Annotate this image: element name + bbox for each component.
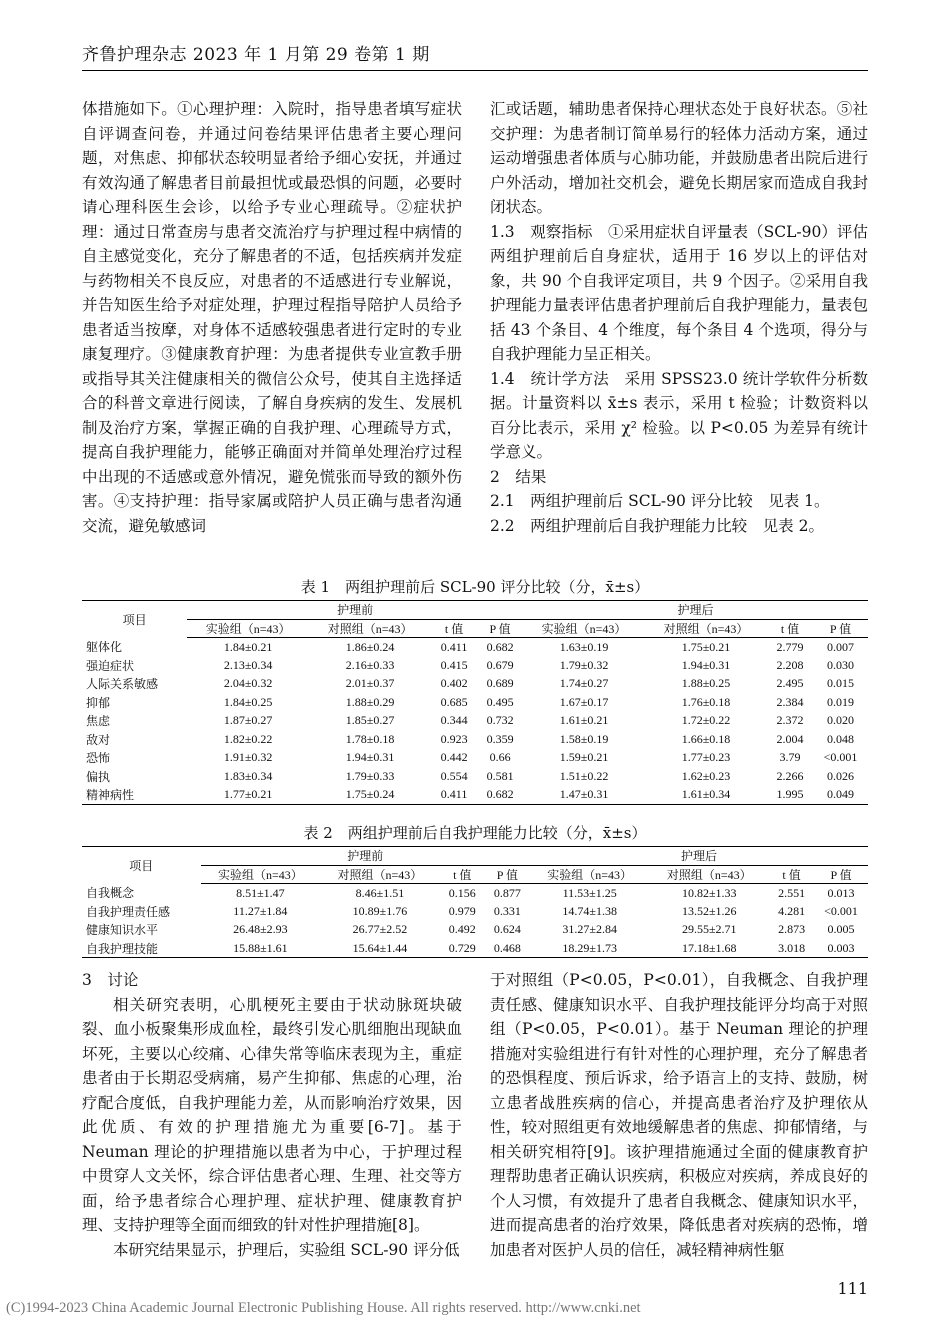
table-cell: 4.281: [778, 903, 806, 918]
table-cell: 17.18±1.68: [649, 939, 769, 958]
table1-col-header: 对照组（n=43）: [645, 619, 767, 638]
table-cell: 1.62±0.23: [681, 768, 731, 783]
table-cell: 1.79±0.32: [559, 657, 609, 672]
row-label: 抑郁: [86, 695, 111, 710]
table-row: [82, 638, 868, 657]
table-cell: 2.004: [776, 731, 804, 746]
table1-caption: 表 1 两组护理前后 SCL-90 评分比较（分，x̄±s）: [300, 578, 650, 596]
table-cell: 2.495: [776, 676, 804, 691]
table-cell: 0.005: [827, 922, 855, 937]
table1-col-header: 对照组（n=43）: [309, 619, 431, 638]
table-row: [82, 767, 868, 786]
header-rule: [82, 70, 868, 71]
table2-col-header: P 值: [814, 865, 868, 884]
table-cell: 1.67±0.17: [559, 694, 609, 709]
row-label: 恐怖: [86, 751, 111, 766]
table-cell: 26.77±2.52: [352, 922, 408, 937]
table2: [82, 846, 868, 958]
table-cell: 26.48±2.93: [233, 922, 288, 937]
table2-caption: 表 2 两组护理前后自我护理能力比较（分，x̄±s）: [303, 824, 647, 842]
row-label: 躯体化: [86, 640, 123, 655]
copyright-footer: (C)1994-2023 China Academic Journal Electronic Publishing House. All rights reserved. http://www.cnki.net: [6, 1300, 641, 1316]
table2-item-header: 项目: [82, 847, 201, 884]
table-cell: 0.402: [440, 676, 468, 691]
table-cell: 1.66±0.18: [681, 731, 731, 746]
table-cell: <0.001: [824, 903, 858, 918]
table-cell: 0.048: [826, 731, 854, 746]
section-2-1: 2.1 两组护理前后 SCL-90 评分比较 见表 1。: [490, 492, 830, 510]
table-cell: 0.689: [486, 676, 514, 691]
table-row: [82, 749, 868, 768]
table1-col-header: 实验组（n=43）: [523, 619, 645, 638]
row-label: 人际关系敏感: [86, 677, 159, 692]
table-cell: 1.76±0.18: [681, 694, 731, 709]
discussion-paragraph-1: 相关研究表明，心肌梗死主要由于状动脉斑块破裂、血小板聚集形成血栓，最终引发心肌细胞出现缺血坏死，主要以心绞痛、心律失常等临床表现为主，重症患者由于长期忍受病痛，易产生抑郁、焦虑的心理，治疗配合度低，自我护理能力差，从而影响治疗效果，因此优质、有效的护理措施尤为重要[6-7]。基于 Neuman 理论的护理措施以患者为中心，于护理过程中贯穿人文关怀，综合评估患者心理、生理、社交等方面，给予患者综合心理护理、症状护理、健康教育护理、支持护理等全面而细致的针对性护理措施[8]。: [82, 995, 462, 1234]
table1-col-header: t 值: [767, 619, 813, 638]
table-cell: 2.873: [778, 922, 806, 937]
table1-before-group: 护理前: [187, 601, 523, 620]
table-cell: 2.779: [776, 639, 804, 654]
table-cell: 29.55±2.71: [681, 922, 737, 937]
table-cell: 0.442: [440, 750, 468, 765]
table-row: [82, 675, 868, 694]
table-cell: 2.16±0.33: [345, 657, 395, 672]
table-row: [82, 786, 868, 805]
table-row: [82, 730, 868, 749]
section-1-4: 1.4 统计学方法 采用 SPSS23.0 统计学软件分析数据。计量资料以 x̄±s 表示，采用 t 检验；计数资料以百分比表示，采用 χ² 检验。以 P<0.05 为差异有统计学意义。: [490, 369, 868, 461]
section-2-2: 2.2 两组护理前后自我护理能力比较 见表 2。: [490, 516, 824, 535]
table-cell: 10.82±1.33: [681, 885, 737, 900]
table-cell: 1.91±0.32: [223, 750, 273, 765]
table-cell: 1.75±0.24: [309, 786, 431, 805]
table-cell: 0.923: [440, 731, 468, 746]
table-cell: 0.007: [826, 639, 854, 654]
table-cell: 2.04±0.32: [223, 676, 273, 691]
table-cell: 0.030: [826, 657, 854, 672]
table-cell: 0.015: [826, 676, 854, 691]
left-column-bottom: [82, 968, 462, 1262]
table2-col-header: t 值: [440, 865, 485, 884]
table-cell: 10.89±1.76: [352, 903, 408, 918]
table-cell: 0.495: [486, 694, 514, 709]
table-cell: 0.359: [486, 731, 514, 746]
row-label: 健康知识水平: [86, 923, 159, 938]
table-cell: 0.979: [448, 903, 476, 918]
table-cell: 0.877: [493, 885, 521, 900]
table-cell: 2.372: [776, 713, 804, 728]
table1-col-header: t 值: [431, 619, 477, 638]
table-cell: 1.59±0.21: [559, 750, 609, 765]
table1-after-group: 护理后: [523, 601, 868, 620]
row-label: 自我护理技能: [82, 939, 201, 958]
table-cell: 0.411: [440, 639, 468, 654]
table-cell: 15.88±1.61: [201, 939, 321, 958]
table-row: [82, 656, 868, 675]
table-cell: 1.58±0.19: [559, 731, 609, 746]
table2-col-header: 实验组（n=43）: [530, 865, 650, 884]
table-row: [82, 939, 868, 958]
table-row: [82, 902, 868, 921]
table-cell: 2.384: [776, 694, 804, 709]
section-1-3: 1.3 观察指标 ①采用症状自评量表（SCL-90）评估两组护理前后自身症状，适用于 16 岁以上的评估对象，共 90 个自我评定项目，共 9 个因子。②采用自我护理能力量表评估患者护理前后自我护理能力，量表包括 43 个条目、4 个维度，每个条目 4 个选项，得分与自我护理能力呈正相关。: [490, 222, 868, 363]
table1-col-header: 实验组（n=43）: [187, 619, 309, 638]
right-column-bottom: [490, 968, 868, 1262]
table-cell: 0.682: [477, 786, 523, 805]
table-cell: 0.156: [448, 885, 476, 900]
row-label: 自我概念: [86, 886, 135, 901]
row-label: 强迫症状: [86, 658, 135, 673]
table-cell: 1.86±0.24: [345, 639, 395, 654]
table-cell: 0.554: [440, 768, 468, 783]
table-cell: 0.468: [485, 939, 530, 958]
table-cell: 0.013: [827, 885, 855, 900]
table-cell: 2.266: [776, 768, 804, 783]
table-cell: 1.61±0.21: [559, 713, 609, 728]
table-cell: 2.13±0.34: [223, 657, 273, 672]
row-label: 焦虑: [86, 714, 111, 729]
discussion-heading: 3 讨论: [82, 971, 139, 989]
table1-item-header: 项目: [82, 601, 187, 638]
nursing-measures-text: 体措施如下。①心理护理：入院时，指导患者填写症状自评调查问卷，并通过问卷结果评估患者主要心理问题，对焦虑、抑郁状态较明显者给予细心安抚，并通过有效沟通了解患者目前最担忧或最恐惧的问题，必要时请心理科医生会诊，以给予专业心理疏导。②症状护理：通过日常查房与患者交流治疗与护理过程中病情的自主感觉变化，充分了解患者的不适，包括疾病并发症与药物相关不良反应，对患者的不适感进行专业解说，并告知医生给予对症处理，护理过程指导陪护人员给予患者适当按摩，对身体不适感较强患者进行定时的专业康复理疗。③健康教育护理：为患者提供专业宣教手册或指导其关注健康相关的微信公众号，使其自主选择适合的科普文章进行阅读，了解自身疾病的发生、发展机制及治疗方案，掌握正确的自我护理、心理疏导方式，提高自我护理能力，能够正确面对并简单处理治疗过程中出现的不适感或意外情况，避免慌张而导致的额外伤害。④支持护理：指导家属或陪护人员正确与患者沟通交流，避免敏感词: [82, 100, 462, 535]
table2-col-header: 对照组（n=43）: [649, 865, 769, 884]
table-cell: 0.624: [493, 922, 521, 937]
right-column-top: [490, 97, 868, 538]
table-cell: 1.82±0.22: [223, 731, 273, 746]
table-cell: 0.331: [493, 903, 521, 918]
table-cell: 1.995: [767, 786, 813, 805]
table-cell: 2.01±0.37: [345, 676, 395, 691]
table-cell: 0.729: [440, 939, 485, 958]
left-column-top: [82, 97, 462, 538]
table1-col-header: P 值: [477, 619, 523, 638]
table-cell: 1.63±0.19: [559, 639, 609, 654]
table-cell: 8.51±1.47: [236, 885, 285, 900]
table-cell: 0.685: [440, 694, 468, 709]
table-cell: 0.492: [448, 922, 476, 937]
table-cell: 2.208: [776, 657, 804, 672]
row-label: 自我护理责任感: [86, 904, 171, 919]
social-nursing-text: 汇或话题，辅助患者保持心理状态处于良好状态。⑤社交护理：为患者制订简单易行的轻体力活动方案，通过运动增强患者体质与心肺功能，并鼓励患者出院后进行户外活动，增加社交机会，避免长期居家而造成自我封闭状态。: [490, 100, 868, 216]
journal-header: 齐鲁护理杂志 2023 年 1 月第 29 卷第 1 期: [82, 45, 430, 65]
table-cell: 1.84±0.25: [223, 694, 273, 709]
table2-after-group: 护理后: [530, 847, 868, 866]
table-cell: 1.88±0.29: [345, 694, 395, 709]
table-cell: 0.682: [486, 639, 514, 654]
table-cell: 0.581: [486, 768, 514, 783]
discussion-paragraph-2: 本研究结果显示，护理后，实验组 SCL-90 评分低: [113, 1240, 460, 1259]
table-cell: 1.74±0.27: [559, 676, 609, 691]
table1-col-header: P 值: [813, 619, 868, 638]
table-cell: <0.001: [823, 750, 858, 765]
table-cell: 2.551: [778, 885, 806, 900]
row-label: 敌对: [86, 732, 111, 747]
table2-before-group: 护理前: [201, 847, 530, 866]
table-cell: 1.61±0.34: [645, 786, 767, 805]
table-cell: 0.411: [431, 786, 477, 805]
table-cell: 8.46±1.51: [355, 885, 405, 900]
table-cell: 3.79: [779, 750, 801, 765]
row-label: 偏执: [86, 769, 111, 784]
table-cell: 1.85±0.27: [345, 713, 395, 728]
table-cell: 0.344: [440, 713, 468, 728]
table-row: [82, 693, 868, 712]
table1: [82, 600, 868, 805]
table-cell: 0.026: [826, 768, 854, 783]
table-cell: 1.72±0.22: [681, 713, 731, 728]
table-cell: 0.003: [814, 939, 868, 958]
table2-col-header: 实验组（n=43）: [201, 865, 321, 884]
table-cell: 1.94±0.31: [345, 750, 395, 765]
table-cell: 31.27±2.84: [562, 922, 617, 937]
table-row: [82, 921, 868, 940]
row-label: 精神病性: [82, 786, 187, 805]
discussion-right-text: 于对照组（P<0.05，P<0.01），自我概念、自我护理责任感、健康知识水平、自我护理技能评分均高于对照组（P<0.05，P<0.01）。基于 Neuman 理论的护理措施对实验组进行有针对性的心理护理，充分了解患者的恐惧程度、预后诉求，给予语言上的支持、鼓励，树立患者战胜疾病的信心，并提高患者治疗及护理依从性，较对照组更有效地缓解患者的焦虑、抑郁情绪，与相关研究相符[9]。该护理措施通过全面的健康教育护理帮助患者正确认识疾病，积极应对疾病，养成良好的个人习惯，有效提升了患者自我概念、健康知识水平，进而提高患者的治疗效果，降低患者对疾病的恐怖，增加患者对医护人员的信任，减轻精神病性躯: [490, 971, 868, 1259]
table-cell: 18.29±1.73: [530, 939, 650, 958]
table-cell: 1.84±0.21: [223, 639, 273, 654]
table-cell: 15.64±1.44: [320, 939, 440, 958]
table-cell: 0.415: [440, 657, 468, 672]
table-cell: 1.47±0.31: [523, 786, 645, 805]
table-cell: 1.77±0.23: [681, 750, 731, 765]
table-cell: 1.78±0.18: [345, 731, 395, 746]
table-cell: 1.75±0.21: [681, 639, 731, 654]
table-cell: 1.79±0.33: [345, 768, 395, 783]
table2-col-header: t 值: [769, 865, 814, 884]
table-cell: 0.66: [489, 750, 511, 765]
table-cell: 0.020: [826, 713, 854, 728]
table-cell: 1.51±0.22: [559, 768, 609, 783]
table-cell: 0.019: [826, 694, 854, 709]
table-cell: 0.679: [486, 657, 514, 672]
table-cell: 1.77±0.21: [187, 786, 309, 805]
table-cell: 1.87±0.27: [223, 713, 273, 728]
table-row: [82, 884, 868, 903]
table-cell: 1.83±0.34: [223, 768, 273, 783]
table-cell: 0.049: [813, 786, 868, 805]
table-cell: 1.94±0.31: [681, 657, 731, 672]
table2-col-header: 对照组（n=43）: [320, 865, 440, 884]
section-2-heading: 2 结果: [490, 467, 547, 486]
table-cell: 3.018: [769, 939, 814, 958]
table-cell: 11.53±1.25: [562, 885, 617, 900]
table-cell: 14.74±1.38: [562, 903, 617, 918]
table-cell: 13.52±1.26: [681, 903, 737, 918]
table-cell: 1.88±0.25: [681, 676, 731, 691]
table-cell: 0.732: [486, 713, 514, 728]
table-row: [82, 712, 868, 731]
table-cell: 11.27±1.84: [233, 903, 288, 918]
page-number: 111: [837, 1279, 868, 1298]
table2-col-header: P 值: [485, 865, 530, 884]
